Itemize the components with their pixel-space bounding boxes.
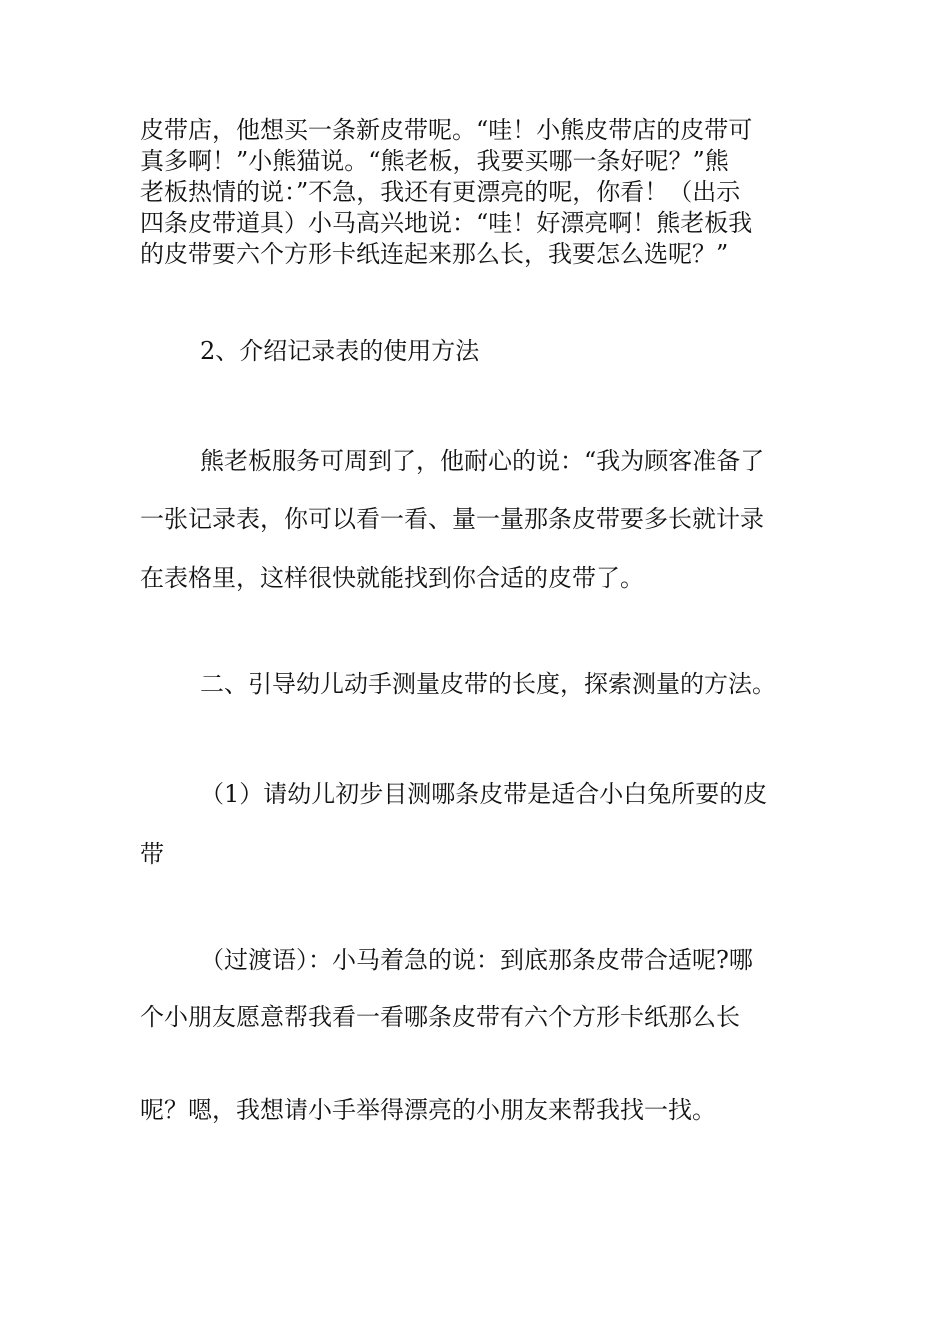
section-heading: 2、介绍记录表的使用方法 — [200, 337, 480, 365]
paragraph-line: 在表格里，这样很快就能找到你合适的皮带了。 — [140, 564, 644, 592]
paragraph-line: 呢？嗯，我想请小手举得漂亮的小朋友来帮我找一找。 — [140, 1096, 716, 1124]
paragraph-line: （1）请幼儿初步目测哪条皮带是适合小白兔所要的皮 — [200, 780, 768, 808]
paragraph-line: 个小朋友愿意帮我看一看哪条皮带有六个方形卡纸那么长 — [140, 1003, 740, 1031]
paragraph-line: 四条皮带道具）小马高兴地说：“哇！好漂亮啊！熊老板我 — [140, 209, 753, 237]
paragraph-line: 的皮带要六个方形卡纸连起来那么长，我要怎么选呢？” — [140, 240, 729, 268]
paragraph-line: 熊老板服务可周到了，他耐心的说：“我为顾客准备了 — [200, 447, 765, 475]
paragraph-line: 一张记录表，你可以看一看、量一量那条皮带要多长就计录 — [140, 505, 764, 533]
paragraph-line: 老板热情的说：”不急，我还有更漂亮的呢，你看！（出示 — [140, 178, 741, 206]
paragraph-line: 皮带店，他想买一条新皮带呢。“哇！小熊皮带店的皮带可 — [140, 116, 753, 144]
section-heading: 二、引导幼儿动手测量皮带的长度，探索测量的方法。 — [200, 670, 776, 698]
paragraph-line: 带 — [140, 840, 164, 868]
paragraph-line: （过渡语）：小马着急的说：到底那条皮带合适呢?哪 — [200, 946, 753, 974]
paragraph-line: 真多啊！”小熊猫说。“熊老板，我要买哪一条好呢？”熊 — [140, 147, 729, 175]
